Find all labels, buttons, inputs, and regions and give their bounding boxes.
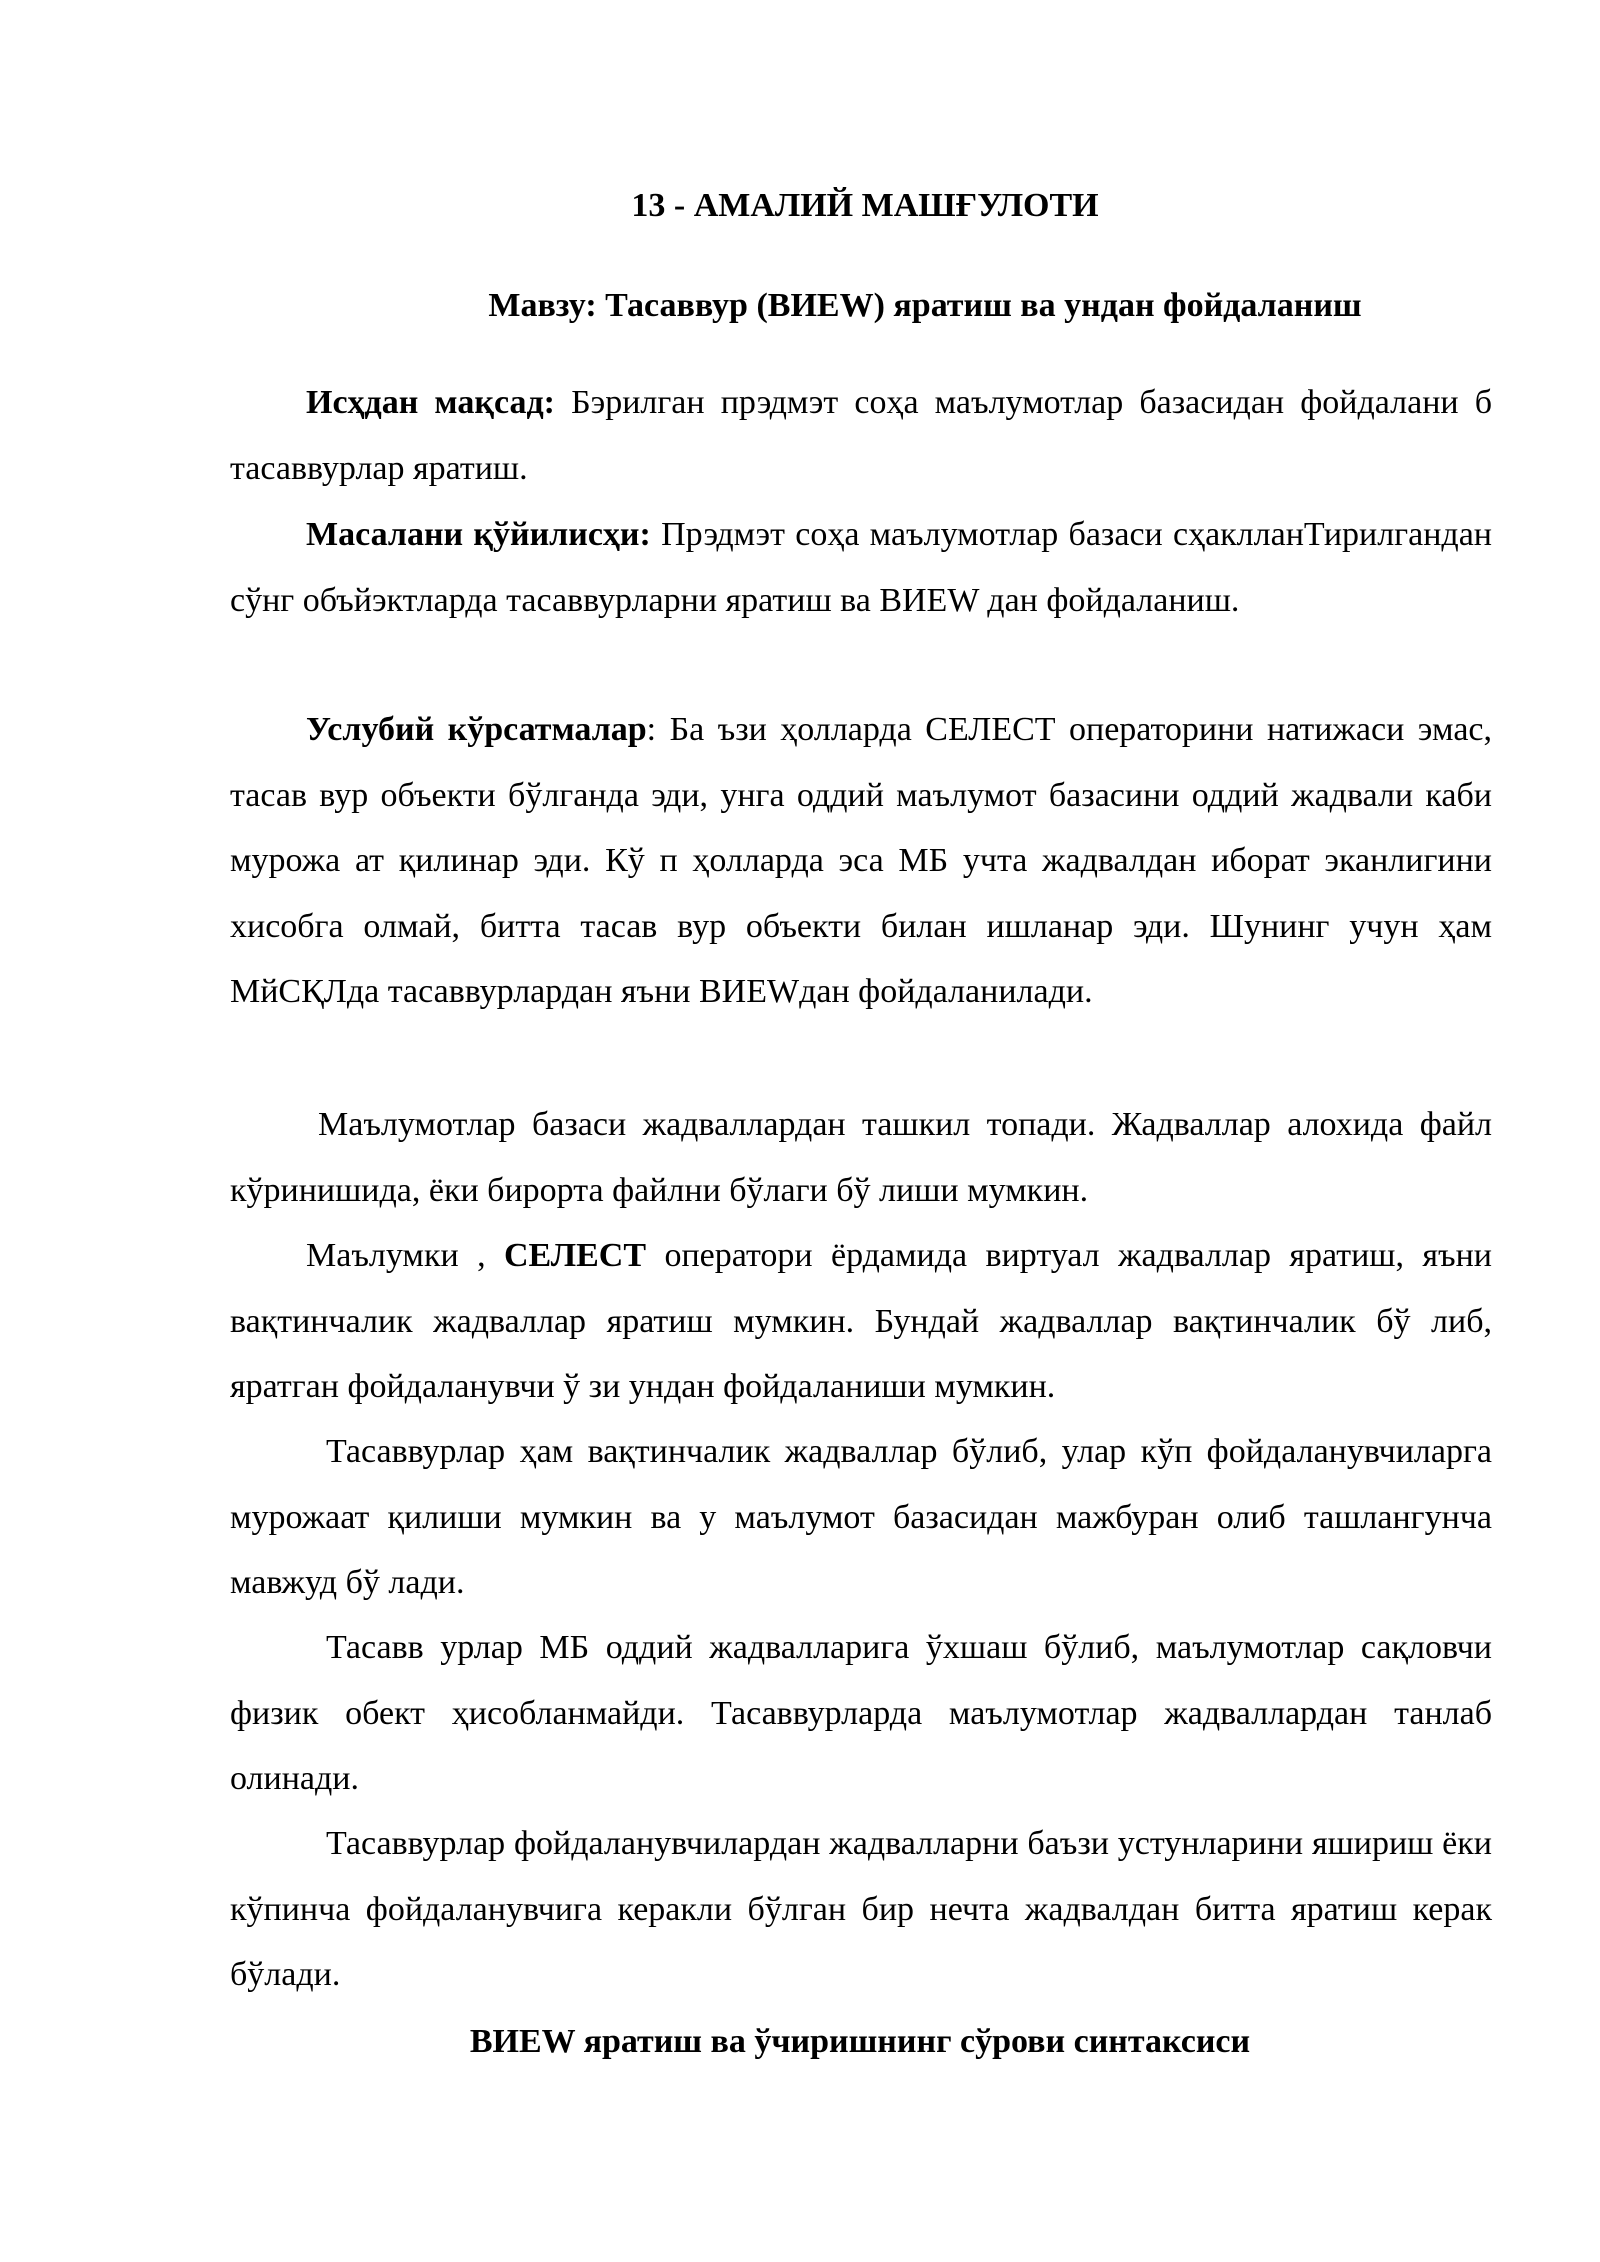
- views-hide-text: Тасаввурлар фойдаланувчилардан жадвалларни баъзи устунларини яшириш ёки кўпинча фойдаланувчига керакли бўлган бир нечта жадвалдан битта яратиш керак бўлади.: [230, 1825, 1492, 1993]
- paragraph-views-hide: [230, 1811, 1492, 2008]
- paragraph-goal: [230, 370, 1492, 501]
- select-pre: Маълумки ,: [306, 1237, 504, 1274]
- paragraph-task: [230, 502, 1492, 633]
- tables-text: Маълумотлар базаси жадваллардан ташкил топади. Жадваллар алохида файл кўринишида, ёки бирорта файлни бўлаги бў лиши мумкин.: [230, 1106, 1492, 1209]
- task-text: Прэдмэт соҳа маълумотлар базаси сҳаклланТирилгандан сўнг объйэктларда тасаввурларни яратиш ва ВИЕW дан фойдаланиш.: [230, 516, 1492, 619]
- page-title: 13 - АМАЛИЙ МАШҒУЛОТИ: [631, 187, 1099, 224]
- guidelines-label: Услубий кўрсатмалар: [306, 711, 647, 748]
- goal-text: Бэрилган прэдмэт соҳа маълумотлар базасидан фойдалани б тасаввурлар яратиш.: [230, 384, 1492, 487]
- views-temporary-text: Тасаввурлар ҳам вақтинчалик жадваллар бўлиб, улар кўп фойдаланувчиларга мурожаат қилиши мумкин ва у маълумот базасидан мажбуран олиб ташлангунча мавжуд бў лади.: [230, 1433, 1492, 1601]
- guidelines-text: : Ба ъзи ҳолларда СЕЛЕСТ операторини натижаси эмас, тасав вур объекти бўлганда эди, унга оддий маълумот базасини оддий жадвали каби мурожа ат қилинар эди. Кў п ҳолларда эса МБ учта жадвалдан иборат эканлигини хисобга олмай, битта тасав вур объекти билан ишланар эди. Шунинг учун ҳам МйСҚЛда тасаввурлардан яъни ВИЕWдан фойдаланилади.: [230, 711, 1492, 1010]
- syntax-heading: ВИЕW яратиш ва ўчиришнинг сўрови синтаксиси: [469, 2023, 1251, 2060]
- topic-heading: Мавзу: Тасаввур (ВИЕW) яратиш ва ундан фойдаланиш: [488, 287, 1362, 324]
- goal-label: Исҳдан мақсад:: [306, 384, 555, 421]
- paragraph-guidelines: [230, 697, 1492, 1025]
- paragraph-tables: [230, 1092, 1492, 1223]
- select-keyword: СЕЛЕСТ: [504, 1237, 647, 1274]
- paragraph-views-physical: [230, 1615, 1492, 1812]
- task-label: Масалани қўйилисҳи:: [306, 516, 651, 553]
- paragraph-select: [230, 1223, 1492, 1420]
- views-physical-text: Тасавв урлар МБ оддий жадвалларига ўхшаш бўлиб, маълумотлар сақловчи физик обект ҳисобланмайди. Тасаввурларда маълумотлар жадваллардан танлаб олинади.: [230, 1629, 1492, 1797]
- select-text: оператори ёрдамида виртуал жадваллар яратиш, яъни вақтинчалик жадваллар яратиш мумкин. Бундай жадваллар вақтинчалик бў либ, яратган фойдаланувчи ў зи ундан фойдаланиши мумкин.: [230, 1237, 1492, 1405]
- paragraph-views-temporary: [230, 1419, 1492, 1616]
